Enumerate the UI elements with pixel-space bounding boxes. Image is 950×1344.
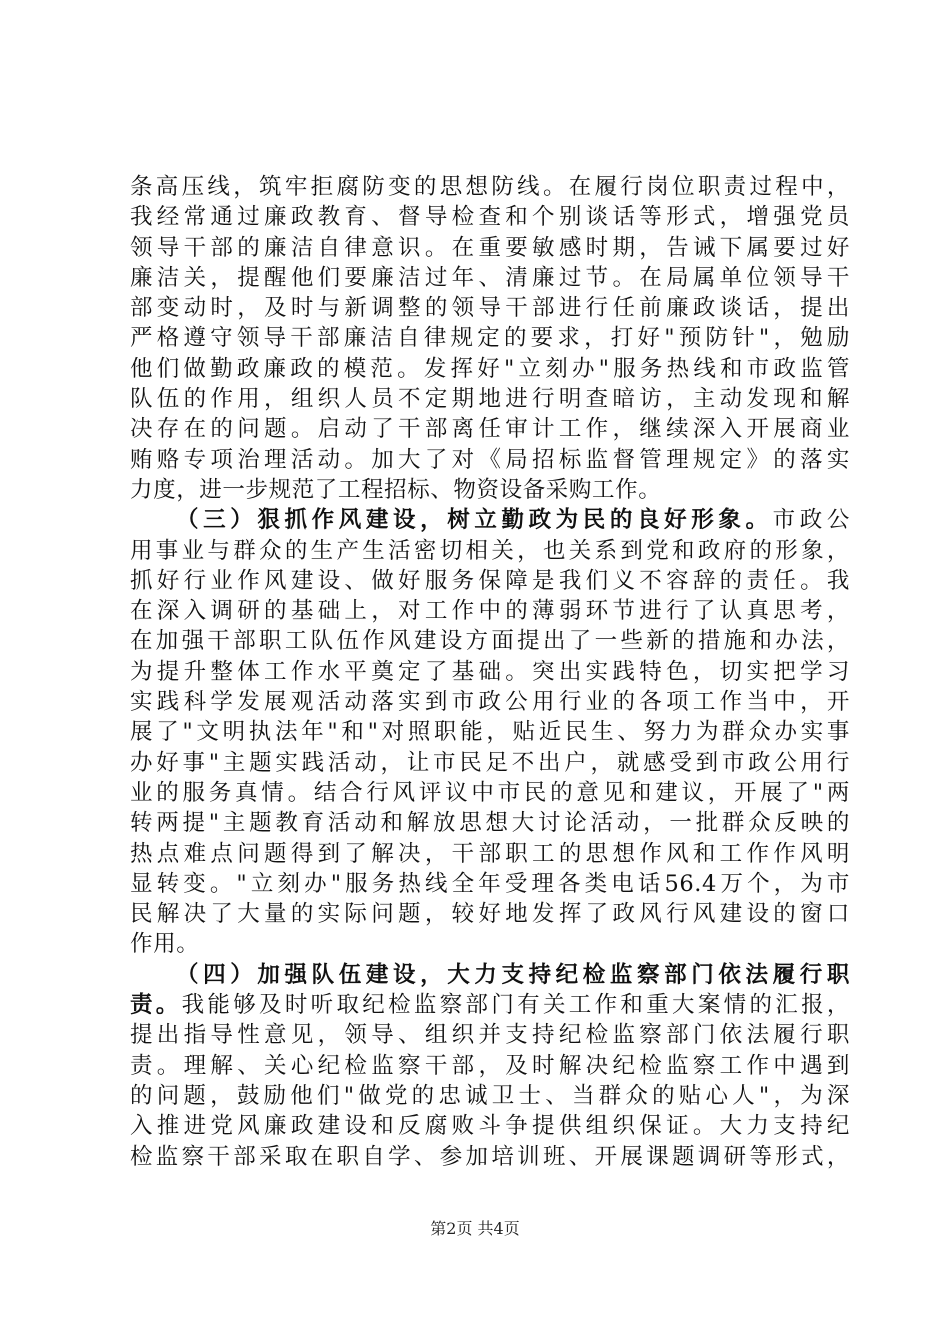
- text-line: 决存在的问题。启动了干部离任审计工作，继续深入开展商业: [130, 416, 850, 443]
- text-line: 民解决了大量的实际问题，较好地发挥了政风行风建设的窗口: [130, 901, 850, 928]
- text-line: 作用。: [130, 931, 200, 958]
- text-line: 我经常通过廉政教育、督导检查和个别谈话等形式，增强党员: [130, 204, 850, 231]
- text-line: 实践科学发展观活动落实到市政公用行业的各项工作当中，开: [130, 689, 850, 716]
- text-line: 部变动时，及时与新调整的领导干部进行任前廉政谈话，提出: [130, 295, 850, 322]
- text-line: 责。理解、关心纪检监察干部，及时解决纪检监察工作中遇到: [130, 1052, 850, 1079]
- text-line: 展了"文明执法年"和"对照职能，贴近民生、努力为群众办实事: [130, 719, 850, 746]
- text-line: 提出指导性意见，领导、组织并支持纪检监察部门依法履行职: [130, 1022, 850, 1049]
- section-3-lead-text: 市政公: [772, 507, 850, 534]
- text-line: 显转变。"立刻办"服务热线全年受理各类电话56.4万个，为市: [130, 870, 850, 897]
- text-line: 转两提"主题教育活动和解放思想大讨论活动，一批群众反映的: [130, 810, 850, 837]
- section-4-lead-text: 我能够及时听取纪检监察部门有关工作和重大案情的汇报，: [181, 992, 850, 1019]
- document-body: [130, 172, 850, 1172]
- text-line: 办好事"主题实践活动，让市民足不出户，就感受到市政公用行: [130, 749, 850, 776]
- text-line: 在加强干部职工队伍作风建设方面提出了一些新的措施和办法，: [130, 628, 850, 655]
- text-line: 业的服务真情。结合行风评议中市民的意见和建议，开展了"两: [130, 779, 850, 806]
- section-4-heading-line: [130, 990, 850, 1020]
- text-line: 检监察干部采取在职自学、参加培训班、开展课题调研等形式，: [130, 1143, 850, 1170]
- text-line: 队伍的作用，组织人员不定期地进行明查暗访，主动发现和解: [130, 386, 850, 413]
- text-line: 他们做勤政廉政的模范。发挥好"立刻办"服务热线和市政监管: [130, 355, 850, 382]
- text-line: 的问题，鼓励他们"做党的忠诚卫士、当群众的贴心人"，为深: [130, 1082, 850, 1109]
- text-line: 为提升整体工作水平奠定了基础。突出实践特色，切实把学习: [130, 658, 850, 685]
- text-line: 领导干部的廉洁自律意识。在重要敏感时期，告诫下属要过好: [130, 234, 850, 261]
- section-3-heading: （三）狠抓作风建设，树立勤政为民的良好形象。: [176, 507, 773, 534]
- section-4-heading-end: 责。: [130, 992, 182, 1019]
- text-line: 用事业与群众的生产生活密切相关，也关系到党和政府的形象，: [130, 537, 850, 564]
- text-line: 力度，进一步规范了工程招标、物资设备采购工作。: [130, 476, 662, 503]
- text-line: 热点难点问题得到了解决，干部职工的思想作风和工作作风明: [130, 840, 850, 867]
- text-line: 贿赂专项治理活动。加大了对《局招标监督管理规定》的落实: [130, 446, 850, 473]
- text-line: 在深入调研的基础上，对工作中的薄弱环节进行了认真思考，: [130, 598, 850, 625]
- text-line: 廉洁关，提醒他们要廉洁过年、清廉过节。在局属单位领导干: [130, 264, 850, 291]
- text-line: 条高压线，筑牢拒腐防变的思想防线。在履行岗位职责过程中，: [130, 174, 850, 200]
- text-line: 严格遵守领导干部廉洁自律规定的要求，打好"预防针"，勉励: [130, 325, 850, 352]
- section-3-heading-line: [130, 505, 850, 535]
- page-number-footer: 第2页 共4页: [430, 1219, 520, 1238]
- text-line: 入推进党风廉政建设和反腐败斗争提供组织保证。大力支持纪: [130, 1113, 850, 1140]
- section-4-heading: （四）加强队伍建设，大力支持纪检监察部门依法履行职: [176, 961, 850, 988]
- text-line: 抓好行业作风建设、做好服务保障是我们义不容辞的责任。我: [130, 567, 850, 594]
